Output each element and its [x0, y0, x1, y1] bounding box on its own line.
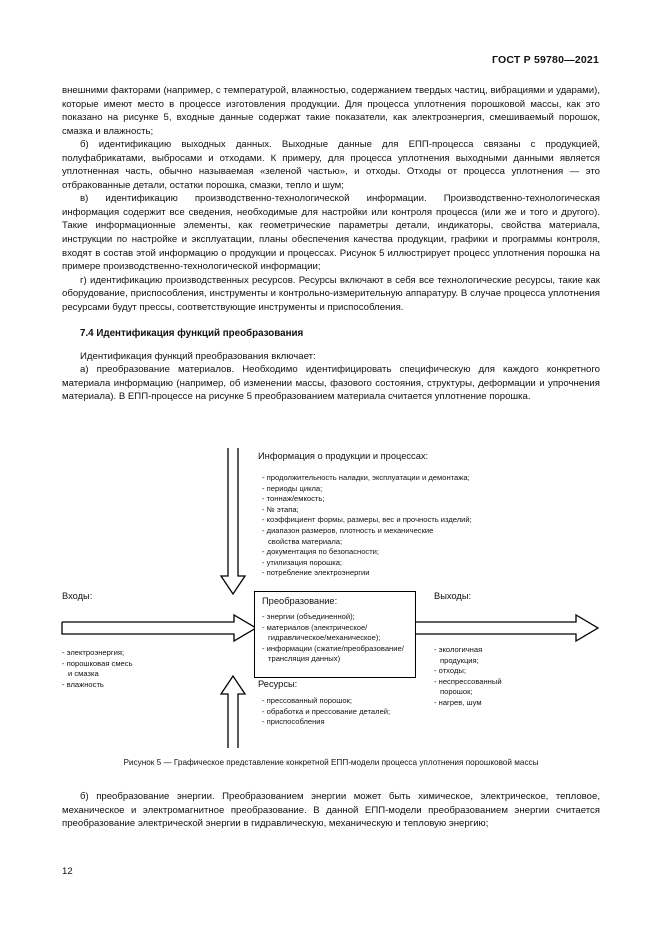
- text-column-bottom: [62, 790, 600, 831]
- list-item: - информации (сжатие/преобразование/: [262, 643, 404, 653]
- list-item: - документация по безопасности;: [262, 547, 380, 557]
- paragraph-outputs-identification: б) идентификацию выходных данных. Выходные данные для ЕПП-процесса связаны с продукцией, полуфабрикатами, выбросами и отходами. К примеру, для процесса уплотнения выходными данными является уплотненная часть, обычно называемая «зеленой частью», и отходы. Отходы от процесса уплотнения — это отбракованные детали, остатки порошка, смазки, тепло и шум;: [62, 139, 600, 191]
- list-item: - порошковая смесь: [62, 658, 133, 668]
- list-item: - электроэнергия;: [62, 648, 125, 657]
- running-header-standard-id: ГОСТ Р 59780—2021: [491, 54, 599, 66]
- inputs-label: Входы:: [62, 591, 93, 601]
- list-item: - обработка и прессование деталей;: [262, 706, 391, 716]
- list-item: продукция;: [440, 655, 479, 665]
- list-item: - экологичная: [434, 645, 483, 654]
- list-item: - неспрессованный: [434, 676, 502, 686]
- paragraph-energy-transformation: б) преобразование энергии. Преобразованием энергии может быть химическое, электрическое, тепловое, механическое и электромагнитное преобразование. В данной ЕПП-модели преобразованием энергии считается преобразование электрической энергии в гидравлическую, механическую и тепловую энергию;: [62, 791, 600, 830]
- resources-title: Ресурсы:: [258, 679, 298, 689]
- arrow-down-information: [219, 448, 247, 598]
- list-item: - продолжительность наладки, эксплуатации и демонтажа;: [262, 473, 470, 482]
- transformation-box: [254, 591, 416, 678]
- paragraph-resources-identification: г) идентификацию производственных ресурсов. Ресурсы включают в себя все технологические ресурсы, такие как оборудование, приспособления, инструменты и контрольно-измерительную аппаратуру. В случае процесса уплотнения ресурсами будут прессы, соответствующие инструменты и приспособления.: [62, 274, 600, 313]
- arrow-right-inputs: [62, 613, 258, 643]
- outputs-label: Выходы:: [434, 591, 472, 601]
- list-item: - тоннаж/емкость;: [262, 494, 325, 504]
- page-number: 12: [62, 866, 73, 877]
- list-item: порошок;: [440, 687, 473, 697]
- list-item: трансляция данных): [268, 654, 341, 664]
- inputs-list: [62, 648, 133, 690]
- list-item: и смазка: [68, 669, 99, 679]
- paragraph-process-info-identification: в) идентификацию производственно-технологической информации. Производственно-технологическая информация содержит все сведения, необходимые для настройки или контроля процесса (или же и того и другого). Такие информационные элементы, как геометрические параметры детали, индикаторы, свойства материала, инструкции по настройке и эксплуатации, планы обеспечения качества продукции, графики и программы контроля, входят в состав этой информацию о продукции и процессах. Рисунок 5 иллюстрирует процесс уплотнения порошка на примере производственно-технологической информации;: [62, 193, 600, 273]
- section-heading-7-4: 7.4 Идентификация функций преобразования: [80, 328, 304, 340]
- outputs-list: [434, 645, 502, 709]
- list-item: - нагрев, шум: [434, 697, 482, 707]
- list-item: свойства материала;: [268, 536, 343, 546]
- list-item: - приспособления: [262, 717, 325, 727]
- list-item: - утилизация порошка;: [262, 557, 343, 567]
- transformation-list: [262, 612, 404, 665]
- list-item: - диапазон размеров, плотность и механические: [262, 525, 434, 535]
- figure-5-eip-model-diagram: [62, 448, 600, 748]
- paragraph-material-transformation: а) преобразование материалов. Необходимо идентифицировать специфическую для каждого конкретного материала информацию (например, об изменении массы, фазового состояния, структуры, деформации и упрочнения материала). В ЕПП-процессе на рисунке 5 преобразованием материала считается уплотнение порошка.: [62, 364, 600, 403]
- paragraph-continued-inputs: внешними факторами (например, с температурой, влажностью, содержанием твердых частиц, вибрациями и ударами), которые имеют место в процессе изготовления продукции. Для процесса уплотнения порошковой массы, как это показано на рисунке 5, входные данные содержат такие показатели, как электроэнергия, смешиваемый порошок, смазка и влажность;: [62, 85, 600, 137]
- list-item: - коэффициент формы, размеры, вес и прочность изделий;: [262, 515, 472, 525]
- spacer: [62, 314, 600, 327]
- paragraph-transform-intro: Идентификация функций преобразования включает:: [80, 350, 316, 362]
- list-item: - потребление электроэнергии: [262, 568, 370, 578]
- resources-list: [262, 696, 390, 728]
- list-item: - № этапа;: [262, 504, 299, 514]
- list-item: - влажность: [62, 679, 104, 689]
- arrow-right-outputs: [414, 613, 600, 643]
- list-item: - энергии (объединенной);: [262, 612, 355, 621]
- list-item: гидравлическое/механическое);: [268, 633, 381, 643]
- info-block-title: Информация о продукции и процессах:: [258, 451, 429, 461]
- list-item: - прессованный порошок;: [262, 696, 352, 705]
- list-item: - отходы;: [434, 666, 466, 676]
- text-column-top: [62, 84, 600, 404]
- transformation-title: Преобразование:: [262, 596, 338, 606]
- list-item: - периоды цикла;: [262, 483, 323, 493]
- spacer: [62, 341, 600, 350]
- info-block-list: [262, 473, 472, 579]
- list-item: - материалов (электрическое/: [262, 622, 368, 632]
- figure-caption: Рисунок 5 — Графическое представление конкретной ЕПП-модели процесса уплотнения порошковой массы: [123, 758, 539, 767]
- arrow-up-resources: [219, 676, 247, 748]
